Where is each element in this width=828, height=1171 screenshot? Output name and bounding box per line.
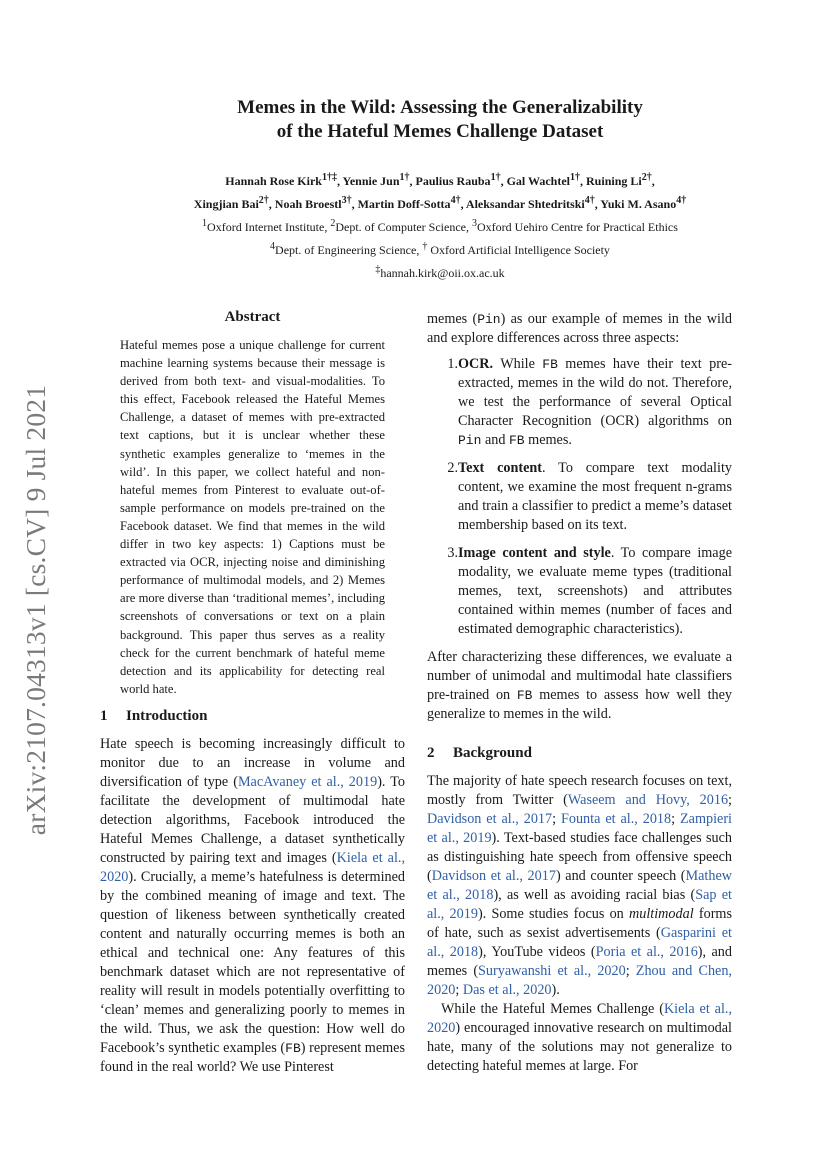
aspect-text: Image content and style. To compare image modality, we evaluate meme types (traditional memes, text, screenshots) and attributes contained within memes (number of faces and estimated demographic characteristics). [458,545,732,637]
author-block [100,168,780,283]
title-line-1: Memes in the Wild: Assessing the Generalizability [237,97,643,118]
aspect-text: OCR. While FB memes have their text pre-extracted, memes in the wild do not. Therefore, we test the performance of several Optical Character Recognition (OCR) algorithms on Pin and FB memes. [458,356,732,448]
affiliations-line-2: $^4$Dept. of Engineering Science, † Oxford Artificial Intelligence Society [270,241,610,257]
intro-section-number: 1 [100,707,108,724]
abstract-body: Hateful memes pose a unique challenge for current machine learning systems because their message is derived from both text- and visual-modalities. To this effect, Facebook released the Hateful Memes Challenge, a dataset of memes with pre-extracted text captions, but it is unclear whether these synthetic examples generalize to ‘memes in the wild’. In this paper, we collect hateful and non-hateful memes from Pinterest to evaluate out-of-sample performance on models pre-trained on the Facebook dataset. We find that memes in the wild differ in two key aspects: 1) Captions must be extracted via OCR, injecting noise and diminishing performance of multimodal models, and 2) Memes are more diverse than ‘traditional memes’, including screenshots of conversations or text on a plain background. This paper thus serves as a reality check for the current benchmark of hateful meme detection and its applicability for detecting real world hate. [120,338,385,696]
title-line-2: of the Hateful Memes Challenge Dataset [276,121,604,142]
right-column [427,310,732,1076]
left-column [100,308,405,1077]
aspect-text: Text content. To compare text modality content, we examine the most frequent n-grams and train a classifier to predict a meme’s dataset membership based on its text. [458,460,732,533]
intro-heading [100,707,405,726]
authors-line-2: Xingjian Bai$^{2\dagger}$, Noah Broestl$^{3\dagger}$, Martin Doff-Sotta$^{4\dagger}$, Aleksandar Shtedritski$^{4\dagger}$, Yuki M. Asano$^{4\dagger}$ [193,195,687,211]
affiliations-line-1: $^1$Oxford Internet Institute, $^2$Dept. of Computer Science, $^3$Oxford Uehiro Centre for Practical Ethics [202,218,678,234]
aspect-item-text-content [427,459,732,535]
background-section-title: Background [453,745,532,761]
background-section-number: 2 [427,745,435,761]
intro-continuation: memes (Pin) as our example of memes in the wild and explore differences across three aspects: [427,311,732,346]
after-characterizing-paragraph: After characterizing these differences, we evaluate a number of unimodal and multimodal hate classifiers pre-trained on FB memes to assess how well they generalize to memes in the wild. [427,649,733,722]
aspect-item-image-content [427,544,732,639]
arxiv-identifier: arXiv:2107.04313v1 [cs.CV] 9 Jul 2021 [20,384,52,836]
aspect-item-ocr [427,355,732,450]
contact-email: ‡hannah.kirk@oii.ox.ac.uk [375,264,505,280]
aspect-number: 1. [447,356,458,372]
aspects-list [427,355,732,639]
background-heading [427,744,732,763]
background-paragraph-1: The majority of hate speech research focuses on text, mostly from Twitter (Waseem and Hovy, 2016; Davidson et al., 2017; Founta et al., 2018; Zampieri et al., 2019). Text-based studies face challenges such as distinguishing hate speech from offensive speech (Davidson et al., 2017) and counter speech (Mathew et al., 2018), as well as avoiding racial bias (Sap et al., 2019). Some studies focus on multimodal forms of hate, such as sexist advertisements (Gasparini et al., 2018), YouTube videos (Poria et al., 2016), and memes (Suryawanshi et al., 2020; Zhou and Chen, 2020; Das et al., 2020). [427,773,733,998]
authors-line-1: Hannah Rose Kirk$^{1\dagger\ddagger}$, Yennie Jun$^{1\dagger}$, Paulius Rauba$^{1\dagger}$, Gal Wachtel$^{1\dagger}$, Ruining $Li^{2\dagger}$, [225,172,655,188]
background-paragraph-2: While the Hateful Memes Challenge (Kiela et al., 2020) encouraged innovative research on multimodal hate, many of the solutions may not generalize to detecting hateful memes at large. For [427,1001,732,1074]
intro-paragraph: Hate speech is becoming increasingly difficult to monitor due to an increase in volume and diversification of type (MacAvaney et al., 2019). To facilitate the development of multimodal hate detection algorithms, Facebook introduced the Hateful Memes Challenge, a dataset synthetically constructed by pairing text and images (Kiela et al., 2020). Crucially, a meme’s hatefulness is determined by the combined meaning of image and text. The question of likeness between synthetically created content and naturally occurring memes is both an ethical and technical one: Any features of this benchmark dataset which are not representative of reality will result in models potentially overfitting to ‘clean’ memes and generalizing poorly to memes in the wild. Thus, we ask the question: How well do Facebook’s synthetic examples (FB) represent memes found in the real world? We use Pinterest [100,735,405,1075]
aspect-number: 3. [447,545,458,561]
paper-title [140,96,740,144]
abstract-heading: Abstract [224,309,281,325]
arxiv-sidebar [14,380,58,840]
aspect-number: 2. [447,460,458,476]
intro-section-title: Introduction [126,707,208,724]
